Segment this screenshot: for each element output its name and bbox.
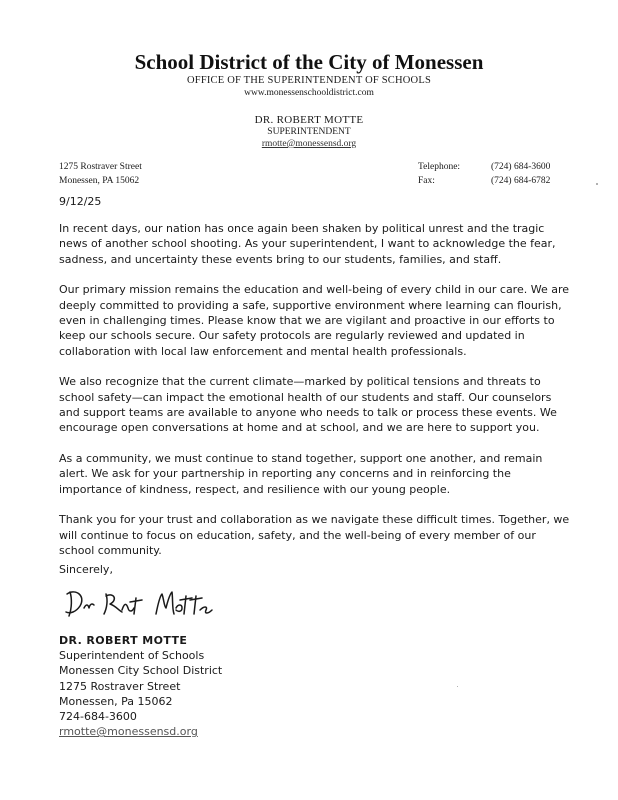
signer-street: 1275 Rostraver Street <box>59 679 181 693</box>
fax-number: (724) 684-6782 <box>491 176 551 186</box>
paragraph: As a community, we must continue to stand together, support one another, and remain alert. We ask for your partnership in reporting any concerns and in reinforcing the importance of kindness, respect, and resilience with our young people. <box>59 451 543 496</box>
address-line-1: 1275 Rostraver Street <box>59 162 142 172</box>
contact-info <box>418 160 571 188</box>
telephone-number: (724) 684-3600 <box>491 162 551 172</box>
signer-phone: 724-684-3600 <box>59 710 137 724</box>
telephone-label: Telephone: <box>418 162 461 172</box>
superintendent-name: DR. ROBERT MOTTE <box>254 114 364 126</box>
scan-speck <box>596 183 598 185</box>
paragraph: In recent days, our nation has once again been shaken by political unrest and the tragic news of another school shooting. As your superintendent, I want to acknowledge the fear, sadness, and uncertainty these events bring to our students, families, and staff. <box>59 222 556 266</box>
paragraph: Thank you for your trust and collaboration as we navigate these difficult times. Together, we will continue to focus on education, safety, and the well-being of every member of our school community. <box>59 513 570 557</box>
paragraph: Our primary mission remains the education and well-being of every child in our care. We are deeply committed to providing a safe, supportive environment where learning can flourish, even in challenging times. Please know that we are vigilant and proactive in our efforts to keep our schools secure. Our safety protocols are regularly reviewed and updated in collaboration with local law enforcement and mental health professionals. <box>59 283 570 358</box>
signer-name: DR. ROBERT MOTTE <box>59 634 188 647</box>
office-heading: OFFICE OF THE SUPERINTENDENT OF SCHOOLS <box>187 75 431 86</box>
letter-closing: Sincerely, <box>59 563 113 576</box>
signer-district: Monessen City School District <box>59 664 223 678</box>
superintendent-email: rmotte@monessensd.org <box>261 139 357 149</box>
fax-label: Fax: <box>418 176 435 186</box>
letter-body <box>59 221 574 573</box>
district-website: www.monessenschooldistrict.com <box>244 88 374 98</box>
signer-title: Superintendent of Schools <box>59 649 205 663</box>
signature-block <box>59 633 222 739</box>
handwritten-signature <box>62 584 222 624</box>
district-title: School District of the City of Monessen <box>134 50 484 74</box>
scan-speck <box>457 686 458 687</box>
letter-date: 9/12/25 <box>59 195 102 208</box>
signer-city: Monessen, Pa 15062 <box>59 694 173 708</box>
paragraph: We also recognize that the current climate—marked by political tensions and threats to school safety—can impact the emotional health of our students and staff. Our counselors and support teams are available to anyone who needs to talk or process these events. We encourage open conversations at home and at school, and we are here to support you. <box>59 375 557 435</box>
superintendent-role: SUPERINTENDENT <box>267 127 351 137</box>
signer-email: rmotte@monessensd.org <box>59 725 198 739</box>
district-address <box>59 160 142 188</box>
address-line-2: Monessen, PA 15062 <box>59 176 140 186</box>
